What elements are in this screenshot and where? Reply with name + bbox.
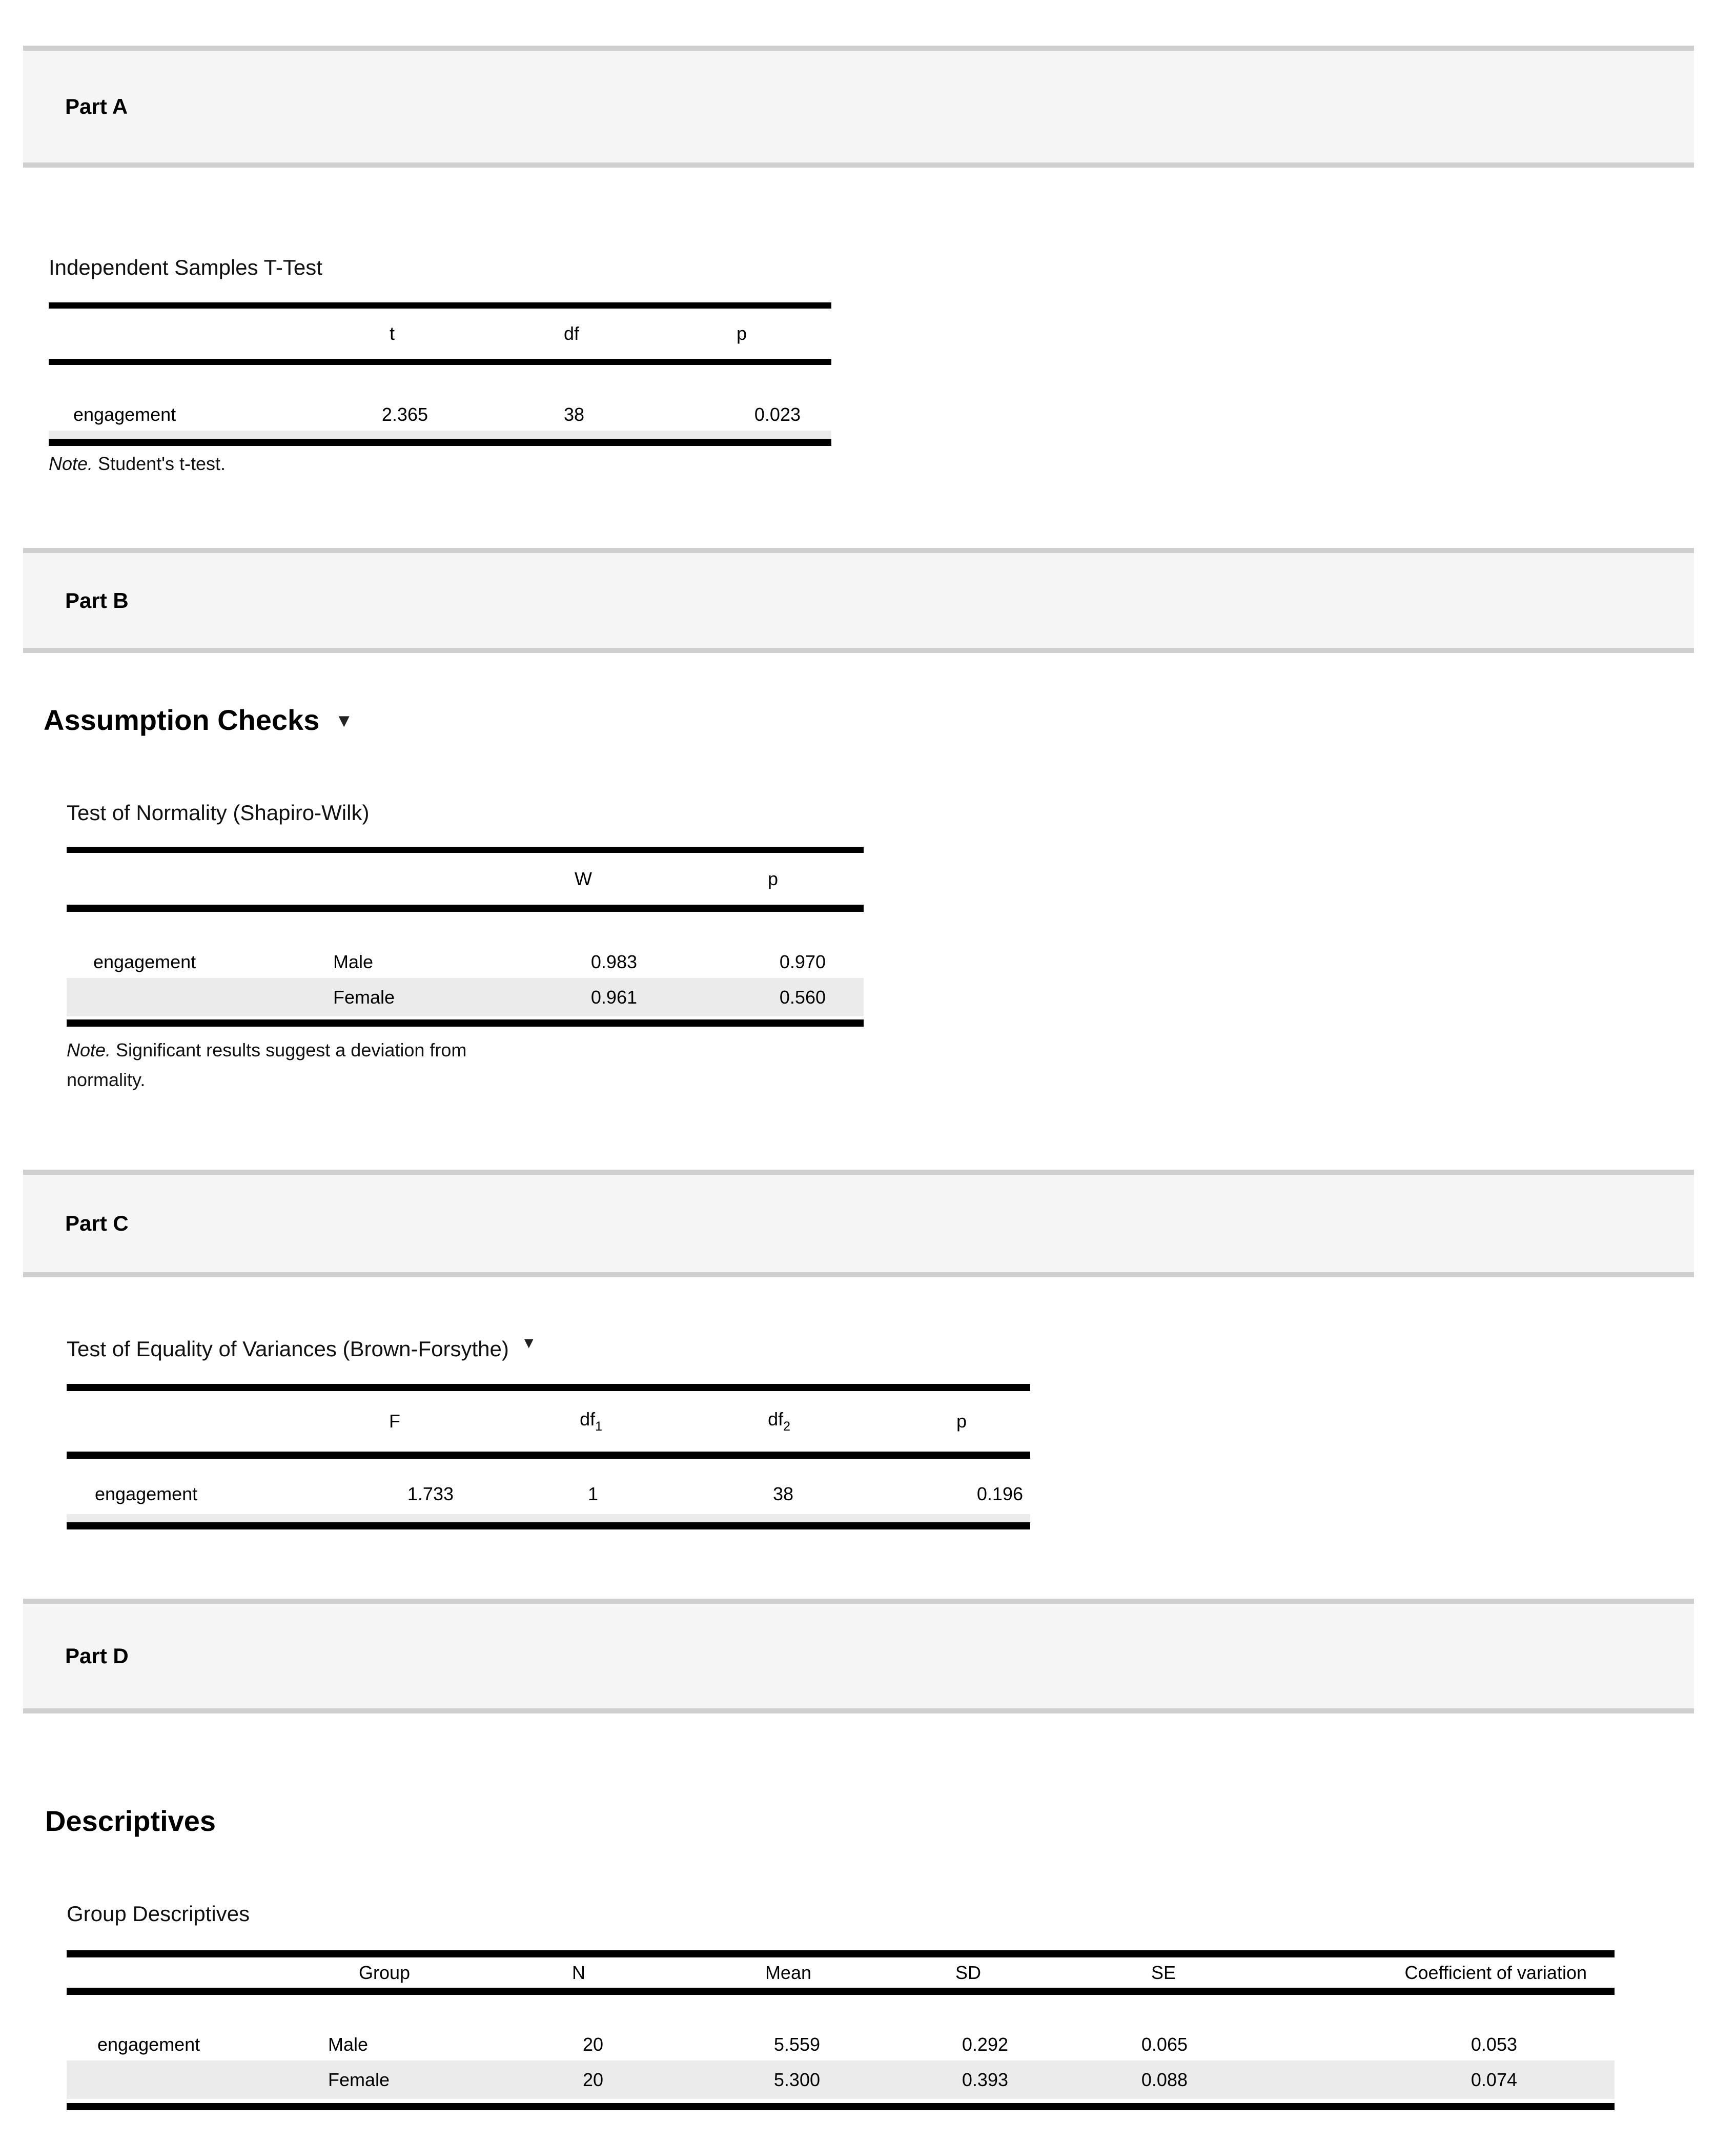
normality-row1-variable: engagement [93, 951, 196, 972]
descriptives-header-cov: Coefficient of variation [1404, 1962, 1587, 1983]
normality-header-p: p [767, 868, 778, 889]
variances-table-title-text: Test of Equality of Variances (Brown-Forsythe) [67, 1337, 509, 1361]
table-header-rule [67, 905, 864, 912]
variances-table [67, 1384, 1030, 1529]
table-gap [67, 2099, 1615, 2103]
variances-header-p: p [956, 1411, 967, 1432]
descriptives-row1-n: 20 [582, 2034, 603, 2055]
ttest-row-variable: engagement [73, 404, 176, 425]
table-row [67, 912, 864, 978]
normality-row2-p: 0.560 [779, 986, 826, 1008]
descriptives-row1-se: 0.065 [1141, 2034, 1188, 2055]
collapse-arrow-icon[interactable]: ▼ [521, 1335, 537, 1352]
normality-note [67, 1035, 466, 1095]
descriptives-row2-group: Female [328, 2069, 390, 2090]
note-line2: normality. [67, 1069, 146, 1091]
part-c-label: Part C [65, 1211, 129, 1235]
table-row [67, 2060, 1615, 2099]
part-d-header-band[interactable] [23, 1599, 1694, 1713]
ttest-table [49, 302, 831, 446]
descriptives-row1-group: Male [328, 2034, 369, 2055]
descriptives-row1-mean: 5.559 [773, 2034, 820, 2055]
ttest-header-row [49, 309, 831, 359]
ttest-header-p: p [736, 323, 747, 344]
table-header-rule [49, 359, 831, 365]
df2-subscript: 2 [783, 1419, 790, 1434]
part-d-label: Part D [65, 1644, 129, 1668]
normality-row2-w: 0.961 [590, 986, 637, 1008]
part-b-label: Part B [65, 588, 129, 613]
variances-row-df1: 1 [587, 1483, 598, 1504]
variances-row-f: 1.733 [407, 1483, 454, 1504]
descriptives-header-mean: Mean [765, 1962, 811, 1983]
normality-table-title[interactable]: Test of Normality (Shapiro-Wilk) [67, 801, 370, 825]
table-bottom-rule [67, 1019, 864, 1027]
variances-header-f: F [389, 1411, 400, 1432]
ttest-row-df: 38 [563, 404, 584, 425]
collapse-arrow-icon[interactable]: ▼ [335, 710, 353, 731]
normality-row1-p: 0.970 [779, 951, 826, 972]
row-stripe [67, 1514, 1030, 1522]
variances-row-df2: 38 [772, 1483, 793, 1504]
descriptives-row2-cov: 0.074 [1471, 2069, 1517, 2090]
ttest-table-title[interactable]: Independent Samples T-Test [49, 255, 322, 279]
descriptives-header-sd: SD [955, 1962, 981, 1983]
ttest-header-t: t [389, 323, 395, 344]
variances-header-df2 [607, 1409, 797, 1434]
note-line1: Significant results suggest a deviation from [111, 1039, 467, 1060]
assumption-checks-heading-text: Assumption Checks [44, 704, 320, 736]
group-descriptives-table [67, 1950, 1615, 2110]
table-row [49, 365, 831, 431]
ttest-row-t: 2.365 [381, 404, 428, 425]
table-header-rule [67, 1988, 1615, 1995]
table-bottom-rule [67, 2103, 1615, 2110]
df1-subscript: 1 [595, 1419, 602, 1434]
note-prefix: Note. [49, 453, 93, 474]
table-bottom-rule [67, 1522, 1030, 1529]
df1-base: df [580, 1409, 596, 1430]
note-text: Student's t-test. [93, 453, 226, 474]
variances-header-row [67, 1391, 1030, 1452]
normality-row2-group: Female [333, 986, 395, 1008]
part-b-header-band[interactable] [23, 548, 1694, 653]
group-descriptives-table-title[interactable]: Group Descriptives [67, 1902, 250, 1926]
table-top-rule [67, 1384, 1030, 1391]
normality-table [67, 847, 864, 1027]
ttest-note [49, 453, 226, 475]
descriptives-row2-sd: 0.393 [962, 2069, 1008, 2090]
variances-row-p: 0.196 [976, 1483, 1023, 1504]
descriptives-header-n: N [572, 1962, 585, 1983]
descriptives-row2-se: 0.088 [1141, 2069, 1188, 2090]
descriptives-header-group: Group [358, 1962, 411, 1983]
table-bottom-rule [49, 439, 831, 446]
normality-header-w: W [575, 868, 592, 889]
descriptives-row1-variable: engagement [97, 2034, 200, 2055]
normality-row1-group: Male [333, 951, 374, 972]
table-top-rule [67, 847, 864, 853]
table-row [67, 1459, 1030, 1514]
note-prefix: Note. [67, 1039, 111, 1060]
df2-base: df [768, 1409, 784, 1430]
variances-table-title[interactable] [67, 1337, 537, 1361]
ttest-header-df: df [563, 323, 579, 344]
descriptives-row2-mean: 5.300 [773, 2069, 820, 2090]
table-row [67, 1995, 1615, 2060]
descriptives-heading[interactable]: Descriptives [45, 1805, 216, 1837]
table-top-rule [67, 1950, 1615, 1957]
descriptives-row2-n: 20 [582, 2069, 603, 2090]
ttest-row-p: 0.023 [754, 404, 801, 425]
row-stripe [49, 431, 831, 439]
table-header-rule [67, 1452, 1030, 1459]
part-a-label: Part A [65, 94, 128, 118]
variances-row-variable: engagement [95, 1483, 198, 1504]
variances-header-df1 [464, 1409, 607, 1434]
part-c-header-band[interactable] [23, 1170, 1694, 1277]
table-top-rule [49, 302, 831, 309]
assumption-checks-heading[interactable] [44, 703, 353, 737]
table-row [67, 978, 864, 1016]
descriptives-header-se: SE [1151, 1962, 1176, 1983]
part-a-header-band[interactable] [23, 46, 1694, 168]
normality-row1-w: 0.983 [590, 951, 637, 972]
descriptives-row1-sd: 0.292 [962, 2034, 1008, 2055]
descriptives-header-row [67, 1957, 1615, 1988]
normality-header-row [67, 853, 864, 905]
descriptives-row1-cov: 0.053 [1471, 2034, 1517, 2055]
